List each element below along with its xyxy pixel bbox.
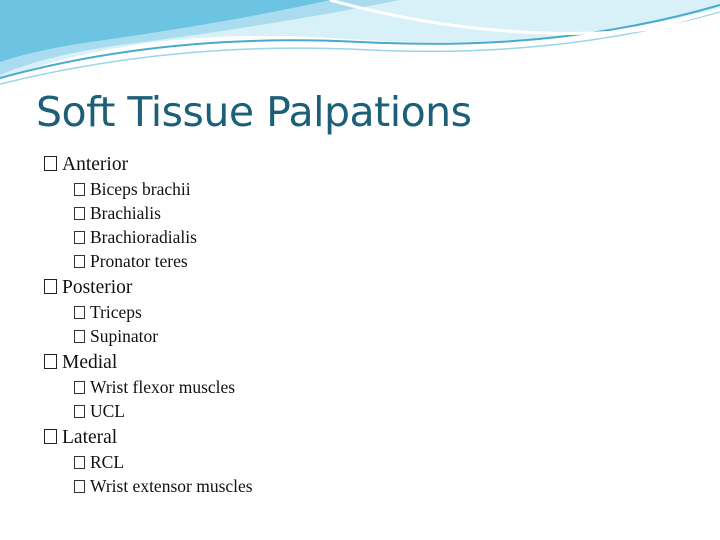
box-bullet-icon (74, 330, 85, 343)
item-label: Pronator teres (90, 251, 188, 271)
bullet-heading (44, 350, 684, 375)
box-bullet-icon (44, 279, 57, 294)
bullet-heading (44, 425, 684, 450)
item-label: Brachialis (90, 203, 161, 223)
slide-content (44, 152, 684, 500)
heading-label: Posterior (62, 277, 133, 298)
heading-label: Anterior (62, 154, 129, 175)
slide-title: Soft Tissue Palpations (36, 88, 472, 136)
box-bullet-icon (74, 183, 85, 196)
bullet-item (74, 177, 684, 201)
bullet-item (74, 201, 684, 225)
bullet-item (74, 225, 684, 249)
section-medial (44, 350, 684, 423)
bullet-item (74, 450, 684, 474)
bullet-item (74, 399, 684, 423)
item-label: Biceps brachii (90, 179, 191, 199)
bullet-heading (44, 275, 684, 300)
box-bullet-icon (44, 429, 57, 444)
bullet-item (74, 474, 684, 498)
item-label: Supinator (90, 326, 159, 346)
box-bullet-icon (44, 156, 57, 171)
item-label: Wrist extensor muscles (90, 476, 253, 496)
bullet-item (74, 300, 684, 324)
item-label: Triceps (90, 302, 142, 322)
bullet-item (74, 375, 684, 399)
heading-label: Lateral (62, 427, 118, 448)
box-bullet-icon (44, 354, 57, 369)
item-label: UCL (90, 401, 125, 421)
bullet-item (74, 249, 684, 273)
box-bullet-icon (74, 306, 85, 319)
box-bullet-icon (74, 456, 85, 469)
bullet-item (74, 324, 684, 348)
box-bullet-icon (74, 405, 85, 418)
heading-label: Medial (62, 352, 118, 373)
box-bullet-icon (74, 207, 85, 220)
section-anterior (44, 152, 684, 273)
box-bullet-icon (74, 255, 85, 268)
box-bullet-icon (74, 480, 85, 493)
bullet-heading (44, 152, 684, 177)
section-lateral (44, 425, 684, 498)
item-label: RCL (90, 452, 125, 472)
box-bullet-icon (74, 381, 85, 394)
header-wave-decoration (0, 0, 720, 90)
section-posterior (44, 275, 684, 348)
item-label: Brachioradialis (90, 227, 197, 247)
box-bullet-icon (74, 231, 85, 244)
item-label: Wrist flexor muscles (90, 377, 236, 397)
